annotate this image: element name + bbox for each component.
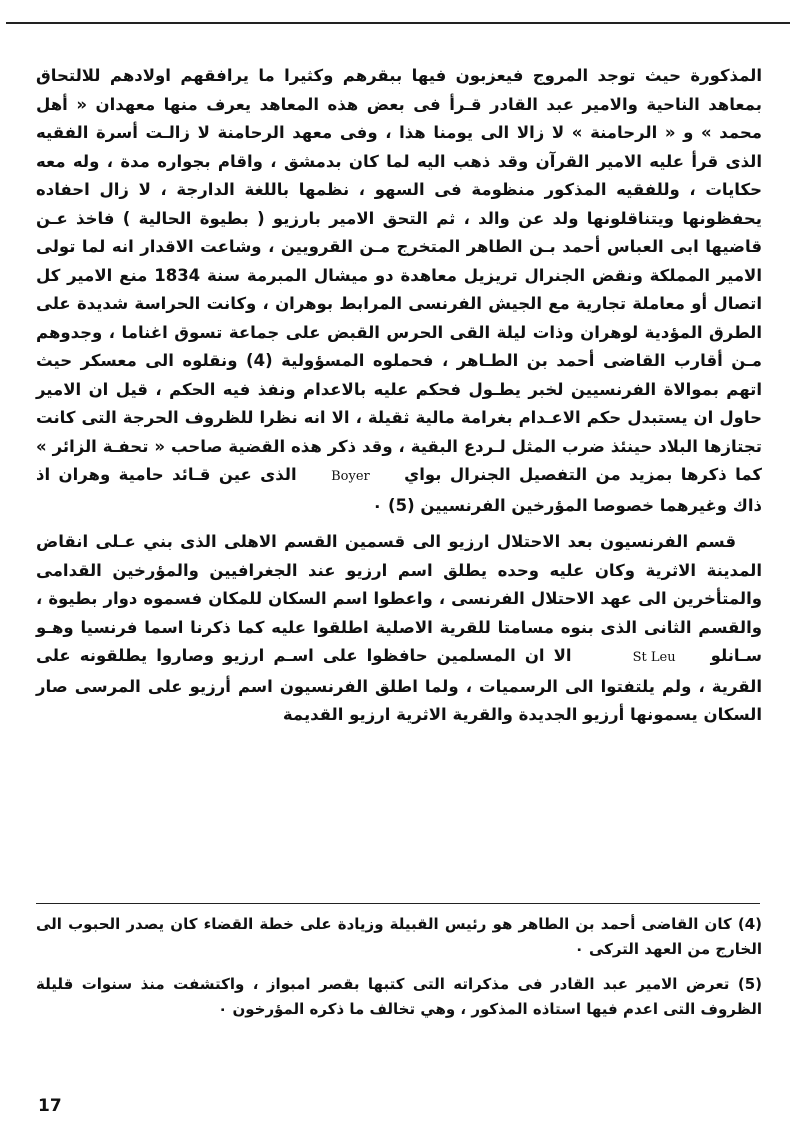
text-line: الحالية ) فاخذ عـن قاضيها ابى العباس أحمد بـن الطاهر المتخرج مـن القرويين ،	[36, 208, 762, 256]
text-line: المبرمة سنة 1834 منع الامير كل اتصال أو معاملة تجارية مع الجيش الفرنسى المرابط	[36, 265, 762, 313]
latin-name-boyer: Boyer	[331, 469, 370, 484]
paragraph-1	[36, 62, 762, 520]
text-line: « أهل محمد » و « الرحامنة » لا زالا الى يومنا هذا ، وفى معهد الرحامنة لا زالـت	[36, 94, 762, 142]
main-text	[36, 62, 762, 730]
latin-name-st-leu: St Leu	[632, 650, 676, 665]
text-line: بوهران ، وكانت الحراسة شديدة على الطرق المؤدية لوهران وذات ليلة القى الحرس	[36, 294, 762, 342]
text-line: أسرة الفقيه الذى قرأ عليه الامير القرآن وقد ذهب اليه لما كان بدمشق ، واقام بجواره	[36, 123, 762, 171]
text-line: فحكم عليه بالاعدام ونفذ فيه الحكم ، قيل ان الامير حاول ان يستبدل حكم الاعـدام	[36, 379, 762, 427]
text-line: وغيرهما خصوصا المؤرخين الفرنسيين (5) ٠	[372, 495, 727, 515]
text-line: بغرامة مالية ثقيلة ، الا انه نظرا للظروف الحرجة التى كانت تجتازها البلاد حينئذ	[36, 408, 762, 456]
text-line: أرزيو على المرسى صار السكان يسمونها أرزيو الجديدة والقرية الاثرية ارزيو القديمة	[36, 676, 762, 724]
text-line: وصاروا يطلقونه على القرية ، ولم يلتفتوا الى الرسميات ، ولما اطلق الفرنسيون اسم	[36, 646, 762, 696]
text-line: القبض على جماعة تسوق اغناما ، وجدوهم مـن أقارب القاضى أحمد بن الطـاهر ،	[36, 322, 763, 370]
paragraph-2	[36, 528, 762, 730]
footnotes	[36, 912, 762, 1022]
text-line: مدة ، وله معه حكايات ، وللفقيه المذكور منظومة فى السهو ، نظمها باللغة الدارجة ،	[36, 151, 762, 199]
text-line: بمزيد من التفصيل الجنرال بواي	[404, 465, 673, 484]
text-line: دوار بطيوة ، والقسم الثانى الذى بنوه مسامتا للقرية الاصلية اطلقوا عليه كما ذكرنا	[36, 589, 763, 637]
text-line: وشاعت الاقدار انه لما تولى الامير المملكة ونقض الجنرال تريزيل معاهدة دو ميشال	[36, 237, 762, 285]
text-line: اسما فرنسيا وهـو سـانلو	[36, 617, 762, 665]
text-line: الا ان المسلمين حافظوا على اسـم ارزيو	[223, 646, 572, 665]
footnote-4: (4) كان القاضى أحمد بن الطاهر هو رئيس القبيلة وزيادة على خطة القضاء كان يصدر الحبوب الى الخارج من العهد التركى ٠	[36, 915, 762, 958]
header-rule	[6, 22, 790, 24]
text-line: فحملوه المسؤولية (4) ونقلوه الى معسكر حيث اتهم بموالاة الفرنسيين لخبر يطـول	[36, 351, 762, 399]
text-line: انقاض المدينة الاثرية وكان عليه وحده يطلق اسم ارزيو عند الجغرافيين والمؤرخين	[36, 532, 763, 580]
text-line: القدامى والمتأخرين الى عهد الاحتلال الفرنسى ، واعطوا اسم السكان للمكان فسموه	[36, 560, 762, 608]
text-line: لا زال احفاده يحفظونها ويتناقلونها ولد عن والد ، ثم التحق الامير بارزيو ( بطيوة	[36, 180, 762, 228]
text-line: الذى عين قـائد حامية وهران اذ ذاك	[36, 465, 762, 515]
text-line: ضرب المثل لـردع البقية ، وقد ذكر هذه القضية صاحب « تحفـة الزائر » كما ذكرها	[36, 436, 762, 484]
footnote-rule	[36, 903, 760, 904]
page-number: 17	[38, 1096, 62, 1116]
text-line: المذكورة حيث توجد المروج فيعزبون فيها ببقرهم وكثيرا ما يرافقهم اولادهم للالتحاق	[36, 66, 762, 85]
text-line: قسم الفرنسيون بعد الاحتلال ارزيو الى قسمين القسم الاهلى الذى بني عـلى	[95, 532, 736, 551]
footnote-5: (5) تعرض الامير عبد القادر فى مذكراته التى كتبها بقصر امبواز ، واكتشفت منذ سنوات قليلة الظروف التى اعدم فيها استاذه المذكور ، وهي تخالف ما ذكره المؤرخون ٠	[36, 975, 762, 1018]
text-line: بمعاهد الناحية والامير عبد القادر قـرأ فى بعض هذه المعاهد يعرف منها معهدان	[95, 94, 762, 114]
